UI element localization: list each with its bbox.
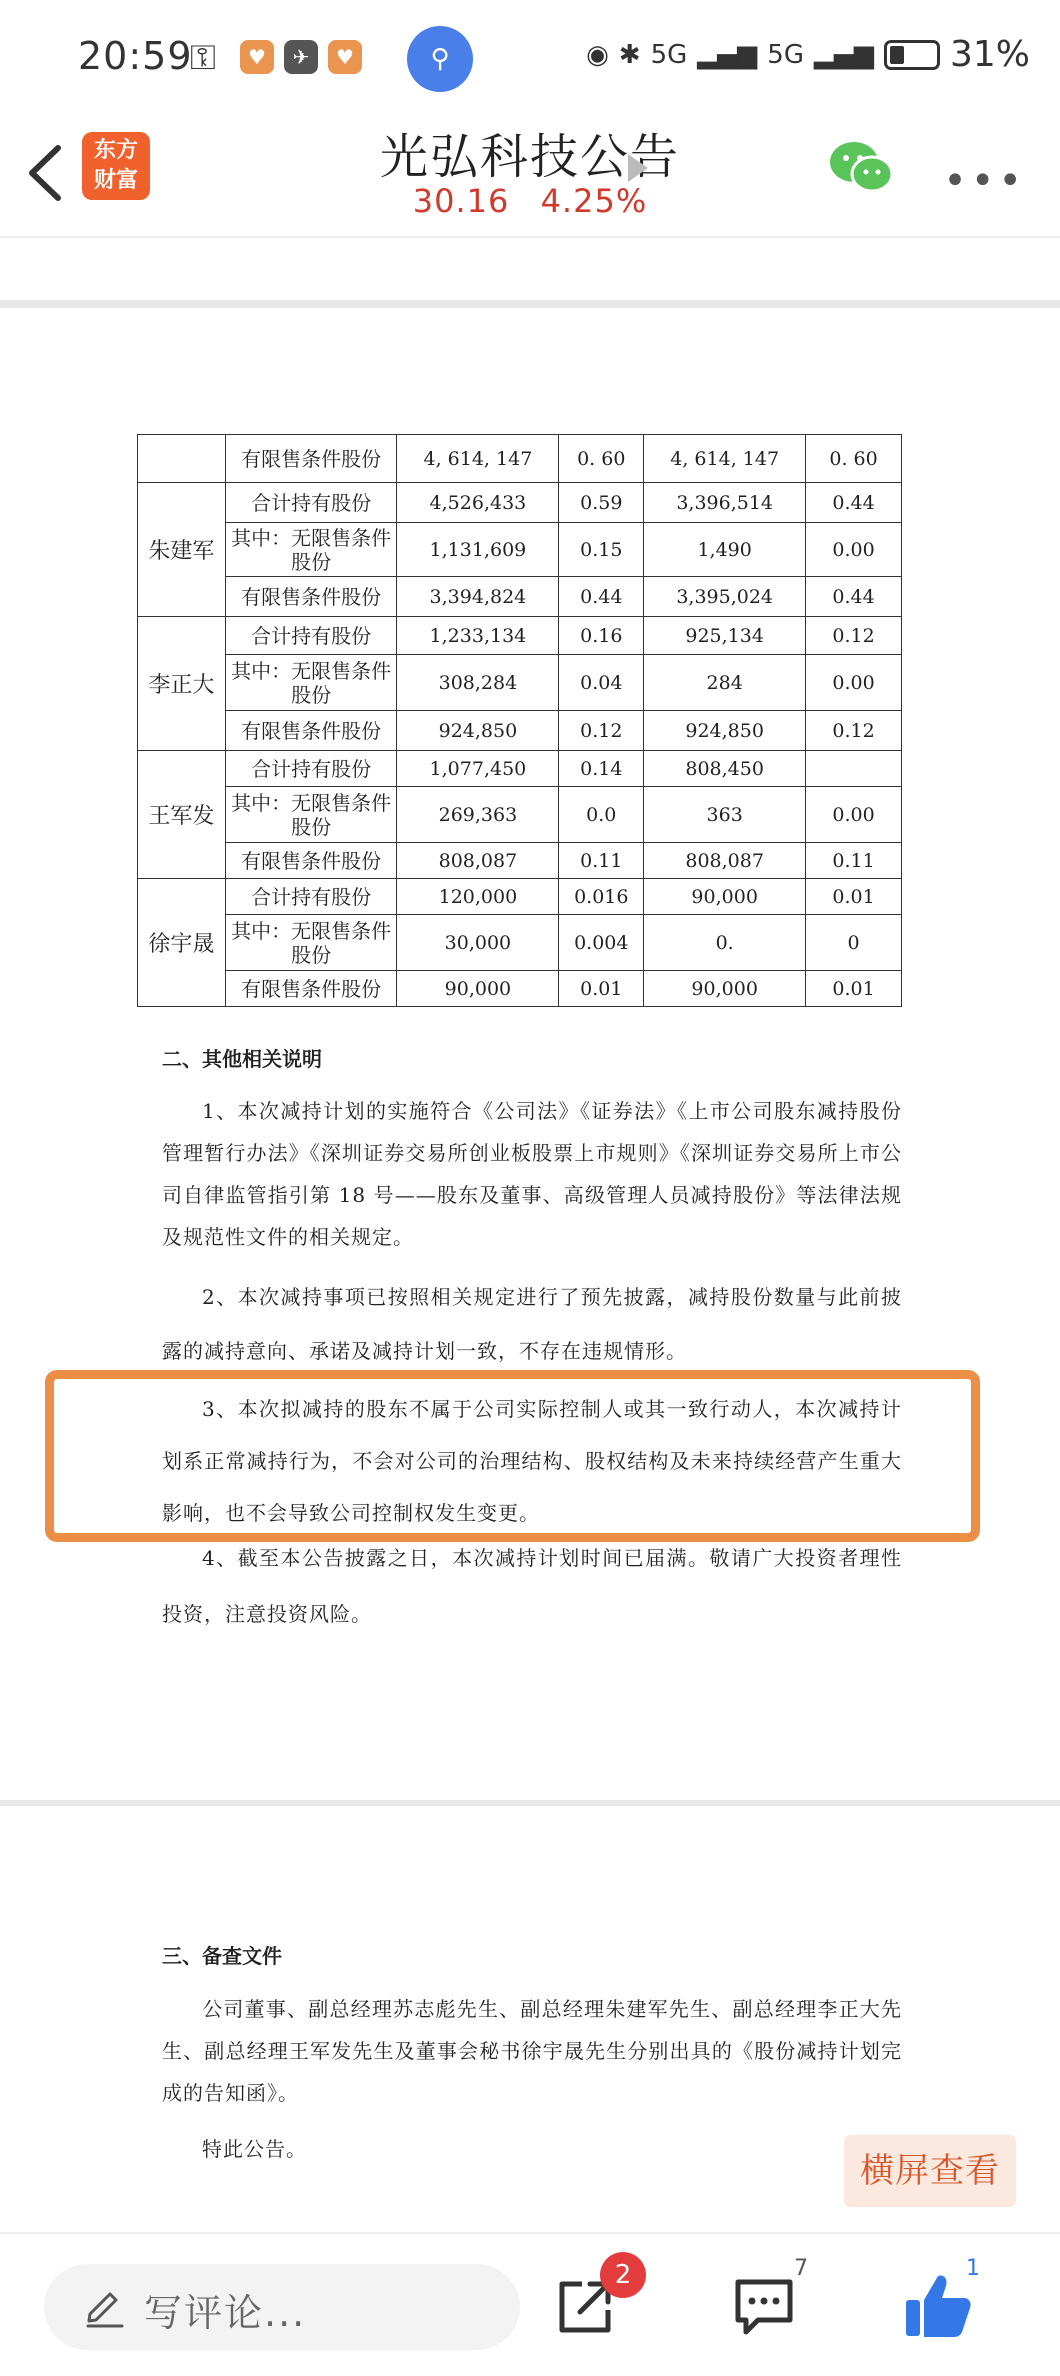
share-category: 有限售条件股份 [225, 577, 397, 617]
paragraph: 3、本次拟减持的股东不属于公司实际控制人或其一致行动人，本次减持计划系正常减持行为，不会对公司的治理结构、股权结构及未来持续经营产生重大影响，也不会导致公司控制权发生变更。 [162, 1397, 902, 1525]
app-notification-icon: ♥ [328, 40, 362, 74]
cell: 3,396,514 [644, 483, 806, 523]
bottom-action-bar [0, 2234, 1060, 2376]
cell: 90,000 [644, 879, 806, 915]
cell: 4, 614, 147 [644, 435, 806, 483]
comment-placeholder: 写评论... [144, 2291, 307, 2335]
divider [0, 300, 1060, 308]
stock-quote [0, 182, 1060, 220]
app-notification-icon: ♥ [240, 40, 274, 74]
cell: 0.11 [806, 843, 902, 879]
key-icon: ⚿ [190, 38, 216, 78]
share-category: 合计持有股份 [225, 483, 397, 523]
play-arrow-icon[interactable] [628, 154, 648, 182]
cell: 0.12 [806, 617, 902, 655]
comment-input[interactable] [44, 2264, 520, 2350]
share-category: 合计持有股份 [225, 617, 397, 655]
battery-level: 31% [949, 34, 1030, 75]
table-row [138, 523, 902, 577]
cell: 120,000 [397, 879, 559, 915]
table-row [138, 577, 902, 617]
bluetooth-icon: ✱ [618, 39, 641, 70]
section-heading: 三、备查文件 [162, 1944, 282, 1968]
share-category: 其中：无限售条件股份 [225, 523, 397, 577]
cell: 0. 60 [806, 435, 902, 483]
cell: 0. 60 [559, 435, 644, 483]
status-icons [586, 34, 1030, 75]
cell: 1,233,134 [397, 617, 559, 655]
battery-icon [884, 40, 940, 70]
signal-1: 5G [650, 39, 688, 70]
floating-bike-icon[interactable]: ⚲ [407, 26, 473, 92]
cell: 0.00 [806, 787, 902, 843]
holder-name: 朱建军 [138, 483, 226, 617]
cell: 0.59 [559, 483, 644, 523]
highlight-box [45, 1370, 980, 1542]
paragraph: 4、截至本公告披露之日，本次减持计划时间已届满。敬请广大投资者理性投资，注意投资风险。 [162, 1546, 902, 1626]
like-count: 1 [966, 2256, 980, 2281]
paragraph: 公司董事、副总经理苏志彪先生、副总经理朱建军先生、副总经理李正大先生、副总经理王军发先生及董事会秘书徐宇晟先生分别出具的《股份减持计划完成的告知函》。 [162, 1997, 902, 2105]
table-row [138, 483, 902, 523]
cell: 0.01 [806, 971, 902, 1007]
section-heading: 二、其他相关说明 [162, 1047, 322, 1071]
paragraph: 1、本次减持计划的实施符合《公司法》《证券法》《上市公司股东减持股份管理暂行办法》《深圳证券交易所创业板股票上市规则》《深圳证券交易所上市公司自律监管指引第 18 号——股东及董事、高级管理人员减持股份》等法律法规及规范性文件的相关规定。 [162, 1099, 902, 1249]
cell: 0.44 [806, 577, 902, 617]
cell: 0.12 [559, 711, 644, 751]
cell: 0.016 [559, 879, 644, 915]
holder-name: 李正大 [138, 617, 226, 751]
eye-icon: ◉ [586, 39, 609, 70]
cell: 30,000 [397, 915, 559, 971]
cell: 0.01 [559, 971, 644, 1007]
cell: 1,490 [644, 523, 806, 577]
share-category: 有限售条件股份 [225, 711, 397, 751]
cell: 808,450 [644, 751, 806, 787]
signal-bars-icon: ▂▄▆ [697, 39, 758, 70]
cell: 0.00 [806, 655, 902, 711]
clock: 20:59 [78, 34, 193, 78]
table-row [138, 787, 902, 843]
table-row [138, 971, 902, 1007]
cell: 924,850 [644, 711, 806, 751]
cell: 3,394,824 [397, 577, 559, 617]
comment-count: 7 [794, 2256, 808, 2281]
cell: 90,000 [644, 971, 806, 1007]
cell [806, 751, 902, 787]
table-row [138, 617, 902, 655]
share-category: 合计持有股份 [225, 879, 397, 915]
cell: 1,077,450 [397, 751, 559, 787]
cell: 0.00 [806, 523, 902, 577]
table-row [138, 655, 902, 711]
holder-name: 王军发 [138, 751, 226, 879]
table-row [138, 711, 902, 751]
cell: 808,087 [644, 843, 806, 879]
share-category: 其中：无限售条件股份 [225, 655, 397, 711]
cell: 0.0 [559, 787, 644, 843]
cell: 0.16 [559, 617, 644, 655]
cell: 4, 614, 147 [397, 435, 559, 483]
cell: 0.01 [806, 879, 902, 915]
cell: 3,395,024 [644, 577, 806, 617]
cell: 0 [806, 915, 902, 971]
table-row [138, 435, 902, 483]
cell: 0.12 [806, 711, 902, 751]
stock-change: 4.25% [540, 182, 648, 220]
stock-price: 30.16 [412, 182, 510, 220]
table-row [138, 751, 902, 787]
share-category: 有限售条件股份 [225, 435, 397, 483]
cell: 0.04 [559, 655, 644, 711]
share-category: 其中：无限售条件股份 [225, 915, 397, 971]
cell: 0.44 [806, 483, 902, 523]
cell: 0.44 [559, 577, 644, 617]
cell: 808,087 [397, 843, 559, 879]
app-logo[interactable]: 东方 财富 [82, 132, 150, 200]
cell: 90,000 [397, 971, 559, 1007]
cell: 0.004 [559, 915, 644, 971]
share-category: 有限售条件股份 [225, 971, 397, 1007]
cell: 269,363 [397, 787, 559, 843]
cell: 308,284 [397, 655, 559, 711]
holder-name: 徐宇晟 [138, 879, 226, 1007]
cell: 0.14 [559, 751, 644, 787]
cell: 0.11 [559, 843, 644, 879]
paragraph: 特此公告。 [202, 2137, 307, 2161]
cell: 924,850 [397, 711, 559, 751]
table-row [138, 843, 902, 879]
cell: 4,526,433 [397, 483, 559, 523]
more-options-icon[interactable]: ••• [943, 158, 1026, 204]
holdings-table [137, 434, 902, 1007]
share-category: 合计持有股份 [225, 751, 397, 787]
cell: 925,134 [644, 617, 806, 655]
cell: 0.15 [559, 523, 644, 577]
table-row [138, 915, 902, 971]
divider [0, 1800, 1060, 1806]
cell: 363 [644, 787, 806, 843]
thumbs-up-icon[interactable] [902, 2270, 974, 2342]
page-title: 光弘科技公告 [379, 129, 680, 185]
landscape-view-button[interactable]: 横屏查看 [844, 2135, 1016, 2207]
share-category: 其中：无限售条件股份 [225, 787, 397, 843]
pencil-icon [84, 2284, 126, 2330]
share-category: 有限售条件股份 [225, 843, 397, 879]
signal-2: 5G [767, 39, 804, 70]
table-row [138, 879, 902, 915]
cell: 1,131,609 [397, 523, 559, 577]
app-header [0, 118, 1060, 238]
cell: 284 [644, 655, 806, 711]
app-notification-icon: ✈ [284, 40, 318, 74]
holder-name [138, 435, 226, 483]
comment-bubble-icon[interactable] [732, 2274, 796, 2338]
status-bar [0, 0, 1060, 118]
cell: 0. [644, 915, 806, 971]
wechat-share-icon[interactable] [826, 138, 896, 198]
signal-bars-icon: ▂▄▆ [813, 39, 874, 70]
paragraph: 2、本次减持事项已按照相关规定进行了预先披露，减持股份数量与此前披露的减持意向、承诺及减持计划一致，不存在违规情形。 [162, 1285, 902, 1363]
share-badge: 2 [600, 2252, 646, 2298]
